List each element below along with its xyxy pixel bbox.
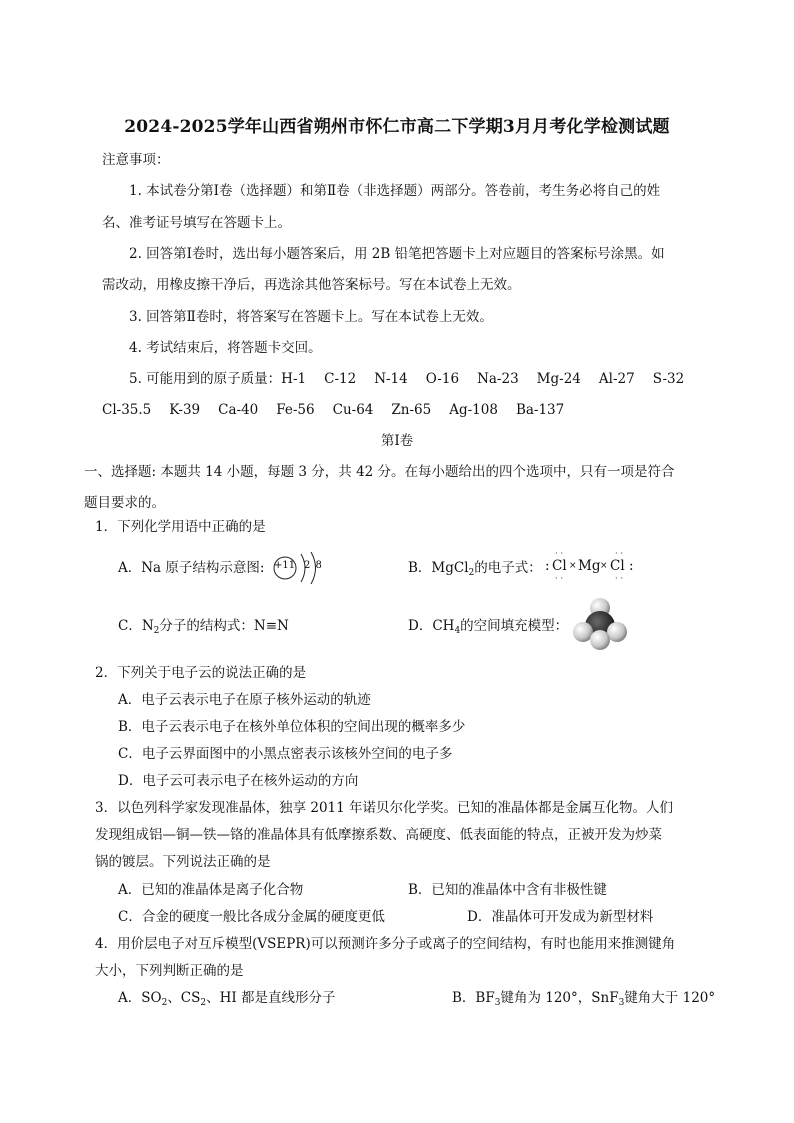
mass-item: Al-27: [598, 371, 635, 387]
note-5-label: 5. 可能用到的原子质量：: [129, 371, 282, 387]
q1-stem: 1．下列化学用语中正确的是: [95, 519, 266, 535]
mass-item: N-14: [374, 371, 408, 387]
q2-option-a: A．电子云表示电子在原子核外运动的轨迹: [118, 692, 371, 708]
q1-option-c: [118, 617, 289, 635]
q4-stem-cont: 大小，下列判断正确的是: [95, 963, 244, 979]
note-2-cont: 需改动，用橡皮擦干净后，再选涂其他答案标号。写在本试卷上无效。: [102, 277, 521, 293]
q2-stem: 2．下列关于电子云的说法正确的是: [95, 665, 307, 681]
mass-item: H-1: [281, 371, 307, 387]
q4-b-text: B．BF: [452, 990, 495, 1006]
section-intro-cont: 题目要求的。: [84, 495, 165, 511]
mass-item: Mg-24: [536, 371, 581, 387]
q1-b-text2: 的电子式：: [474, 560, 542, 576]
electron-shells: 2 8: [304, 560, 323, 571]
q4-option-a: [118, 989, 336, 1007]
mass-item: O-16: [425, 371, 460, 387]
note-2: 2. 回答第Ⅰ卷时，选出每小题答案后，用 2B 铅笔把答题卡上对应题目的答案标号涂黑。如: [129, 246, 665, 262]
section-intro: 一、选择题: 本题共 14 小题，每题 3 分，共 42 分。在每小题给出的四个选项中，只有一项是符合: [84, 464, 675, 480]
section-label: 第Ⅰ卷: [380, 433, 414, 449]
mass-item: Ag-108: [449, 402, 498, 418]
q1-option-d: [408, 617, 568, 635]
mass-list-row2: [102, 401, 564, 419]
q4-b-text3: 键角大于 120°: [624, 990, 716, 1006]
q1-option-b: [408, 559, 542, 577]
mass-item: Ca-40: [218, 402, 259, 418]
q4-a-sub: 2: [161, 998, 168, 1008]
mass-item: Fe-56: [276, 402, 315, 418]
mass-item: C-12: [324, 371, 357, 387]
q1-d-text: D．CH: [408, 618, 455, 634]
q4-b-text2: 键角为 120°，SnF: [500, 990, 619, 1006]
q4-a-text2: 、CS: [167, 990, 201, 1006]
mass-item: Ba-137: [515, 402, 565, 418]
q4-b-sub2: 3: [618, 998, 625, 1008]
q2-option-d: D．电子云可表示电子在核外运动的方向: [118, 773, 359, 789]
q1-d-sub: 4: [454, 626, 461, 636]
q3-option-d: D．准晶体可开发成为新型材料: [467, 909, 654, 925]
cl-symbol: Cl: [552, 558, 567, 574]
ch4-space-filling-model: [572, 594, 628, 654]
q3-option-b: B．已知的准晶体中含有非极性键: [408, 882, 607, 898]
mass-list-row1: [281, 370, 684, 388]
mgcl2-electron-formula: ·· ·· ·· ·· : Cl × Mg × Cl :: [545, 549, 634, 583]
q1-b-text: B．MgCl: [408, 560, 469, 576]
q3-stem-cont: 发现组成铝—铜—铁—铬的准晶体具有低摩擦系数、高硬度、低表面能的特点，正被开发为炒菜: [95, 827, 662, 843]
cl-symbol: Cl: [610, 558, 625, 574]
q1-d-text2: 的空间填充模型：: [460, 618, 569, 634]
mass-item: Cl-35.5: [102, 402, 152, 418]
q1-option-a: A．Na 原子结构示意图:: [118, 560, 265, 576]
q1-b-sub: 2: [468, 568, 475, 578]
q4-stem: 4．用价层电子对互斥模型(VSEPR)可以预测许多分子或离子的空间结构，有时也能用来推测键角: [95, 936, 676, 952]
q4-a-sub2: 2: [200, 998, 207, 1008]
note-1-cont: 名、准考证号填写在答题卡上。: [102, 215, 291, 231]
mg-symbol: Mg: [578, 558, 601, 574]
note-3: 3. 回答第Ⅱ卷时，将答案写在答题卡上。写在本试卷上无效。: [129, 309, 493, 325]
q3-stem-cont2: 锅的镀层。下列说法正确的是: [95, 854, 271, 870]
q3-stem: 3．以色列科学家发现准晶体，独享 2011 年诺贝尔化学奖。已知的准晶体都是金属互化物。人们: [95, 800, 674, 816]
q1-c-sub: 2: [153, 626, 160, 636]
mass-item: K-39: [169, 402, 201, 418]
q4-option-b: [452, 989, 715, 1007]
exam-title: 2024-2025学年山西省朔州市怀仁市高二下学期3月月考化学检测试题: [124, 117, 670, 137]
q2-option-c: C．电子云界面图中的小黑点密表示该核外空间的电子多: [118, 746, 453, 762]
mass-item: Zn-65: [391, 402, 432, 418]
mass-item: Cu-64: [332, 402, 374, 418]
mass-item: Na-23: [477, 371, 519, 387]
q2-option-b: B．电子云表示电子在核外单位体积的空间出现的概率多少: [118, 719, 466, 735]
nucleus-charge: +11: [274, 560, 296, 571]
notes-heading: 注意事项：: [102, 152, 170, 168]
q4-a-text3: 、HI 都是直线形分子: [206, 990, 336, 1006]
note-4: 4. 考试结束后，将答题卡交回。: [129, 340, 322, 356]
q3-option-a: A．已知的准晶体是离子化合物: [118, 882, 304, 898]
q4-b-sub: 3: [494, 998, 501, 1008]
note-5: [129, 370, 684, 388]
atom-structure-diagram: [271, 550, 331, 586]
q3-option-c: C．合金的硬度一般比各成分金属的硬度更低: [118, 909, 385, 925]
q1-c-text: C．N: [118, 618, 154, 634]
mass-item: S-32: [652, 371, 685, 387]
note-1: 1. 本试卷分第Ⅰ卷（选择题）和第Ⅱ卷（非选择题）两部分。答卷前，考生务必将自己的姓: [129, 183, 661, 199]
q4-a-text: A．SO: [118, 990, 162, 1006]
q1-c-text2: 分子的结构式：N≡N: [159, 618, 289, 634]
